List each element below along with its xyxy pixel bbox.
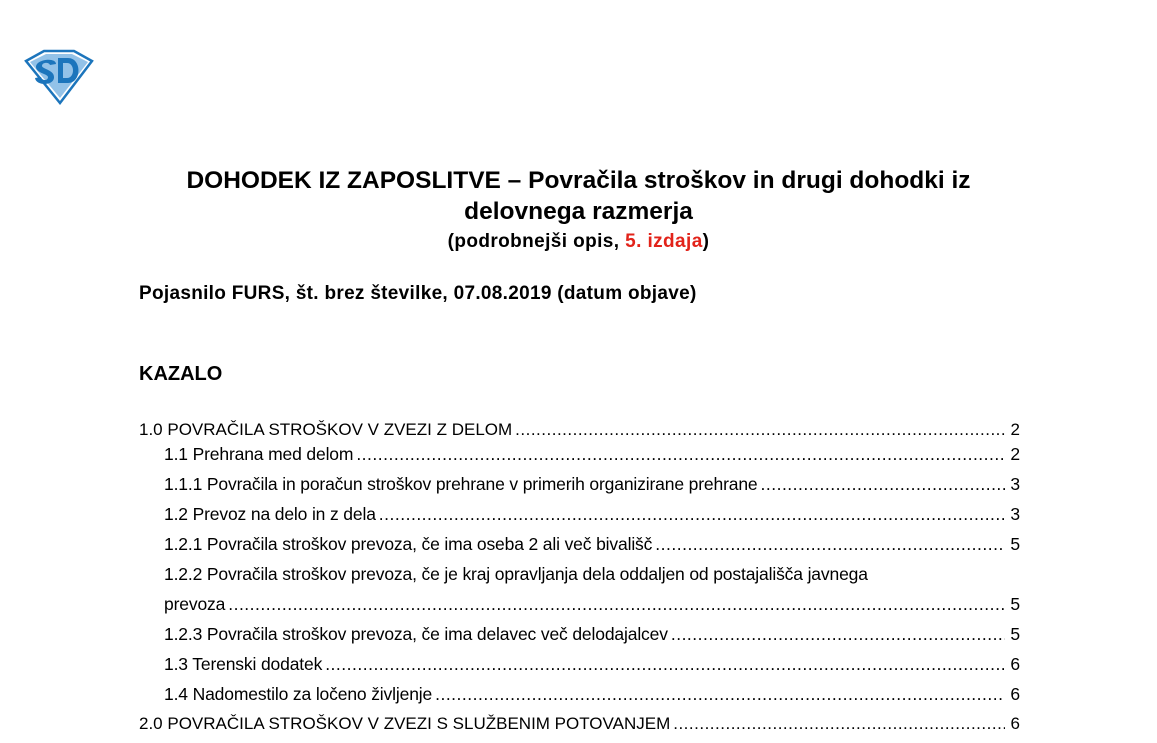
toc-leader-dots (379, 503, 1005, 525)
toc-entry-page: 5 (1010, 594, 1020, 614)
toc-entry-page: 3 (1010, 474, 1020, 494)
subtitle-prefix: (podrobnejši opis, (447, 231, 626, 252)
toc-entry-title: 1.1.1 Povračila in poračun stroškov prehrane v primerih organizirane prehrane (164, 474, 758, 494)
toc-leader-dots (655, 533, 1005, 555)
toc-entry[interactable] (164, 503, 1020, 525)
document-title-line-2: delovnega razmerja (464, 198, 693, 225)
toc-entry-page: 3 (1010, 504, 1020, 524)
toc-leader-dots (671, 623, 1005, 645)
toc-entry-title: 1.2 Prevoz na delo in z dela (164, 504, 376, 524)
toc-entry[interactable] (164, 443, 1020, 465)
toc-entry-page: 5 (1010, 624, 1020, 644)
toc-leader-dots (761, 473, 1006, 495)
toc-entry[interactable] (164, 533, 1020, 555)
toc-entry-title: 1.3 Terenski dodatek (164, 654, 323, 674)
toc-entry[interactable] (139, 419, 1020, 441)
toc-entry[interactable] (164, 683, 1020, 705)
toc-entry-title: 1.2.2 Povračila stroškov prevoza, če je kraj opravljanja dela oddaljen od postajališča javnega (164, 564, 868, 584)
company-logo (22, 47, 96, 105)
toc-leader-dots (325, 653, 1005, 675)
toc-entry-title: 1.2.1 Povračila stroškov prevoza, če ima oseba 2 ali več bivališč (164, 534, 653, 554)
toc-leader-dots (435, 683, 1005, 705)
toc-entry-title: 1.0 POVRAČILA STROŠKOV V ZVEZI Z DELOM (139, 420, 513, 439)
toc-leader-dots (515, 419, 1005, 441)
document-header (0, 165, 1157, 255)
toc-entry-page: 6 (1010, 654, 1020, 674)
toc-heading: KAZALO (139, 363, 223, 385)
toc-entry-page: 2 (1010, 444, 1020, 464)
toc-entry-title: 2.0 POVRAČILA STROŠKOV V ZVEZI S SLUŽBENIM POTOVANJEM (139, 714, 671, 733)
toc-entry-title: 1.4 Nadomestilo za ločeno življenje (164, 684, 433, 704)
toc-entry-page: 5 (1010, 534, 1020, 554)
toc-entry[interactable] (164, 473, 1020, 495)
toc-entry-title: 1.2.3 Povračila stroškov prevoza, če ima delavec več delodajalcev (164, 624, 668, 644)
toc-entry-page: 6 (1010, 684, 1020, 704)
toc-leader-dots (228, 593, 1005, 615)
toc-entry[interactable] (139, 713, 1020, 735)
toc-entry-line-1[interactable] (164, 563, 1020, 585)
subtitle-suffix: ) (702, 231, 710, 252)
toc-entry-page: 6 (1010, 714, 1020, 733)
toc-entry[interactable] (164, 623, 1020, 645)
furs-explanation-reference: Pojasnilo FURS, št. brez številke, 07.08.2019 (datum objave) (139, 283, 697, 304)
sd-logo-icon (22, 47, 96, 105)
toc-entry-title: prevoza (164, 594, 226, 614)
document-subtitle (0, 229, 1157, 255)
toc-entry-page: 2 (1010, 420, 1020, 439)
document-title-line-1: DOHODEK IZ ZAPOSLITVE – Povračila stroškov in drugi dohodki iz (186, 167, 971, 194)
toc-leader-dots (673, 713, 1005, 735)
toc-entry-title: 1.1 Prehrana med delom (164, 444, 354, 464)
toc-entry[interactable] (164, 653, 1020, 675)
edition-label: 5. izdaja (625, 231, 703, 252)
toc-leader-dots (356, 443, 1005, 465)
toc-entry[interactable] (164, 593, 1020, 615)
